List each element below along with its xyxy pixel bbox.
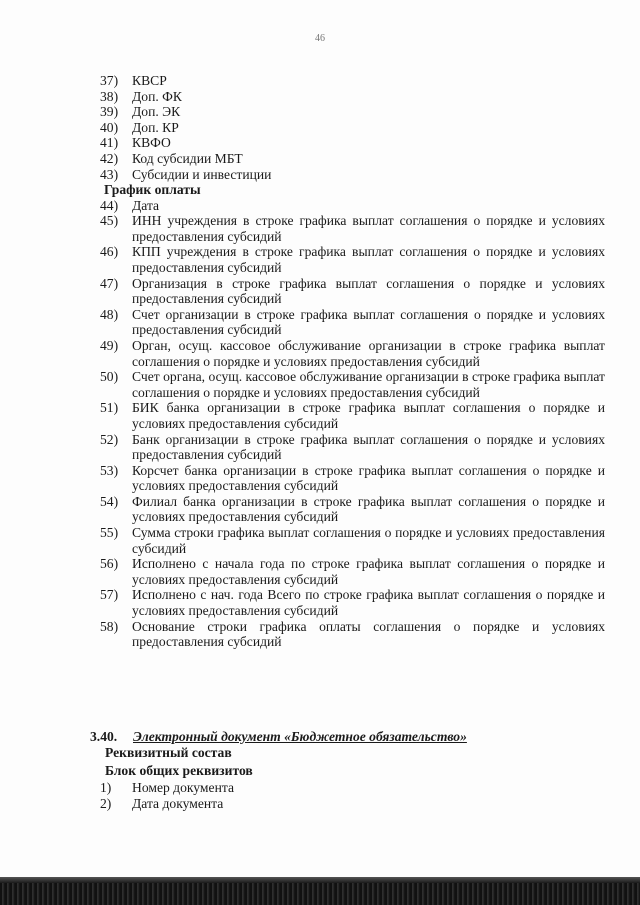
list-item-number: 47) [100, 275, 119, 291]
list-item-text: Филиал банка организации в строке графика выплат соглашения о порядке и условиях предоставления субсидий [132, 493, 605, 525]
schedule-list [100, 198, 605, 650]
list-item-text: Орган, осущ. кассовое обслуживание организации в строке графика выплат соглашения о порядке и условиях предоставления субсидий [132, 337, 605, 369]
list-item-number: 58) [100, 618, 119, 634]
list-item [100, 587, 605, 618]
page-number: 46 [315, 33, 325, 44]
list-item [100, 432, 605, 463]
list-item-text: Организация в строке графика выплат соглашения о порядке и условиях предоставления субсидий [132, 275, 605, 307]
list-item-text: КПП учреждения в строке графика выплат соглашения о порядке и условиях предоставления субсидий [132, 244, 605, 275]
list-item-text: Доп. КР [132, 119, 179, 135]
list-item [100, 463, 605, 494]
list-item-text: Корсчет банка организации в строке графика выплат соглашения о порядке и условиях предоставления субсидий [132, 462, 605, 494]
list-item-text: Субсидии и инвестиции [132, 166, 272, 182]
block-heading: Блок общих реквизитов [105, 763, 253, 778]
list-item-number: 46) [100, 244, 119, 260]
list-item-number: 54) [100, 493, 119, 509]
list-item-text: Сумма строки графика выплат соглашения о порядке и условиях предоставления субсидий [132, 525, 605, 556]
list-item [100, 167, 605, 183]
list-item [100, 525, 605, 556]
list-item-text: Исполнено с нач. года Всего по строке графика выплат соглашения о порядке и условиях предоставления субсидий [132, 587, 605, 619]
schedule-block [100, 182, 605, 650]
list-item-text: Доп. ЭК [132, 104, 181, 120]
list-item [100, 494, 605, 525]
list-item-text: Банк организации в строке графика выплат соглашения о порядке и условиях предоставления субсидий [132, 431, 605, 463]
list-item-number: 39) [100, 104, 119, 120]
list-item [100, 244, 605, 275]
requisites-heading: Реквизитный состав [105, 745, 232, 760]
list-item-number: 53) [100, 462, 119, 478]
list-item [100, 104, 605, 120]
list-item [100, 796, 500, 812]
list-item-number: 50) [100, 369, 119, 385]
schedule-heading: График оплаты [104, 182, 201, 197]
list-item-text: Доп. ФК [132, 88, 182, 104]
list-item-number: 52) [100, 431, 119, 447]
list-item [100, 276, 605, 307]
list-item-text: Счет организации в строке графика выплат соглашения о порядке и условиях предоставления субсидий [132, 306, 605, 338]
list-item-text: КВСР [132, 73, 167, 88]
list-item [100, 369, 605, 400]
list-item [100, 89, 605, 105]
list-item-number: 44) [100, 197, 119, 213]
list-item-text: Код субсидии МБТ [132, 150, 243, 166]
section-title [90, 729, 467, 745]
list-item [100, 619, 605, 650]
list-item [100, 780, 500, 796]
list-item-text: Исполнено с начала года по строке графика выплат соглашения о порядке и условиях предоставления субсидий [132, 556, 605, 587]
list-item-number: 45) [100, 213, 119, 229]
list-item [100, 556, 605, 587]
list-item-number: 41) [100, 135, 119, 151]
list-item-number: 51) [100, 400, 119, 416]
list-item-number: 49) [100, 337, 119, 353]
section-title-text: Электронный документ «Бюджетное обязательство» [133, 729, 467, 744]
requisites-list-continued [100, 73, 605, 182]
list-item-text: ИНН учреждения в строке графика выплат соглашения о порядке и условиях предоставления субсидий [132, 213, 605, 244]
list-item [100, 307, 605, 338]
list-item-number: 2) [100, 795, 112, 811]
list-item-number: 55) [100, 525, 119, 541]
list-item-number: 37) [100, 73, 119, 88]
list-item-text: Номер документа [132, 780, 234, 795]
list-item [100, 120, 605, 136]
section-number: 3.40. [90, 729, 118, 744]
list-item-number: 57) [100, 587, 119, 603]
list-item-text: БИК банка организации в строке графика выплат соглашения о порядке и условиях предоставления субсидий [132, 400, 605, 431]
list-item-number: 38) [100, 88, 119, 104]
list-item [100, 135, 605, 151]
list-item [100, 198, 605, 214]
list-item-number: 56) [100, 556, 119, 572]
list-item [100, 213, 605, 244]
list-item-number: 43) [100, 166, 119, 182]
list-item [100, 400, 605, 431]
list-item [100, 338, 605, 369]
list-item-number: 40) [100, 119, 119, 135]
list-item-number: 48) [100, 306, 119, 322]
list-item-number: 1) [100, 780, 112, 795]
list-item-number: 42) [100, 150, 119, 166]
list-item-text: Дата документа [132, 795, 224, 811]
scan-edge [0, 877, 640, 905]
list-item-text: КВФО [132, 135, 171, 151]
list-item [100, 73, 605, 89]
common-requisites-list [100, 780, 500, 811]
list-item-text: Основание строки графика оплаты соглашения о порядке и условиях предоставления субсидий [132, 618, 605, 650]
list-item-text: Дата [132, 197, 160, 213]
list-item-text: Счет органа, осущ. кассовое обслуживание организации в строке графика выплат соглашения о порядке и условиях предоставления субсидий [132, 369, 605, 400]
list-item [100, 151, 605, 167]
